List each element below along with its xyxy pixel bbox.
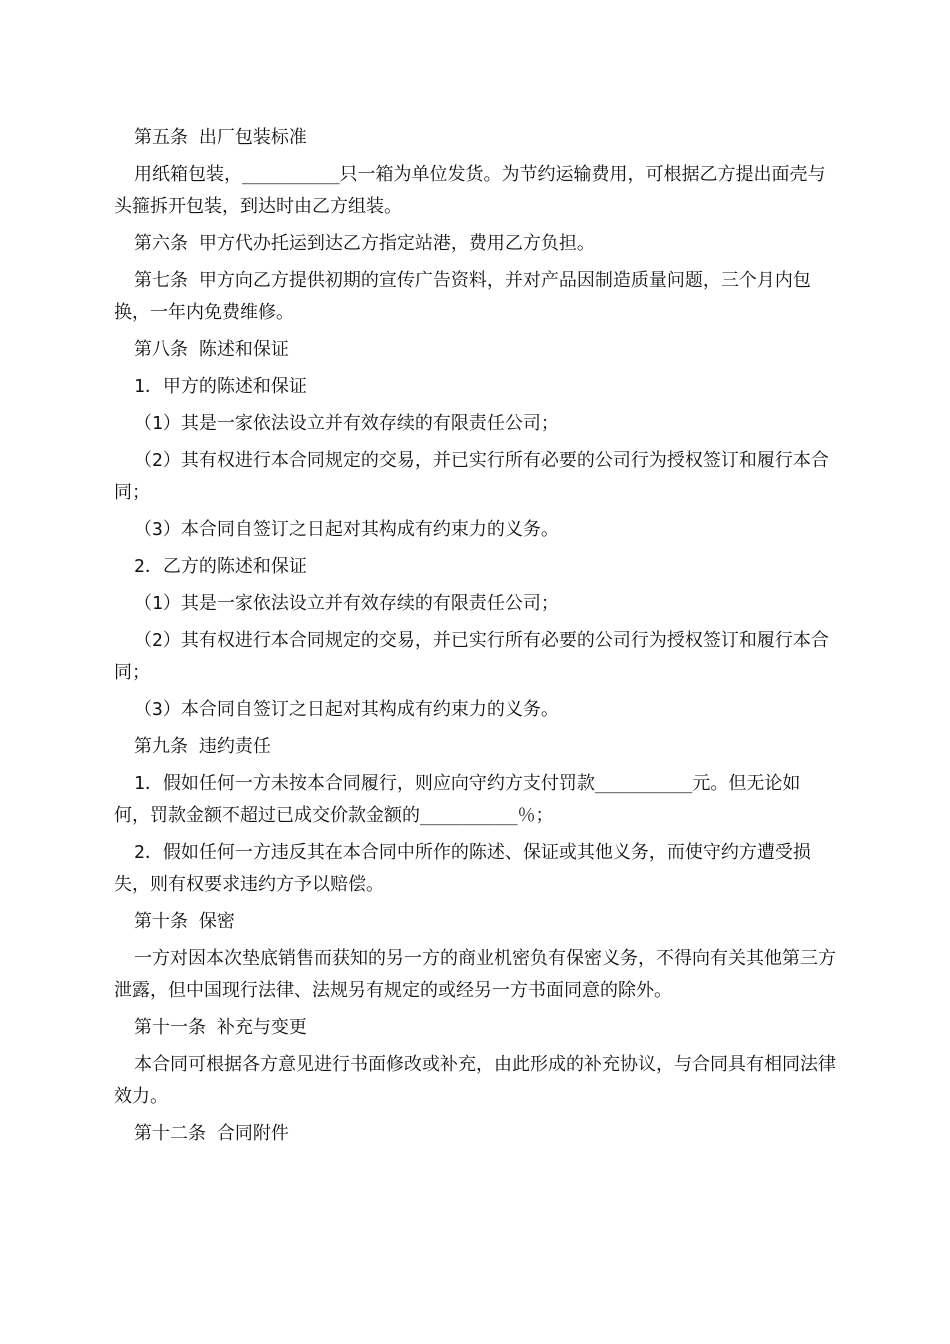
party-b-clause-3: （3）本合同自签订之日起对其构成有约束力的义务。 xyxy=(134,699,559,720)
party-b-clause-1: （1）其是一家依法设立并有效存续的有限责任公司； xyxy=(134,593,559,614)
article-11-heading: 第十一条 补充与变更 xyxy=(134,1017,307,1038)
article-11-text: 本合同可根据各方意见进行书面修改或补充，由此形成的补充协议，与合同具有相同法律效力。 xyxy=(114,1054,836,1107)
article-12-heading: 第十二条 合同附件 xyxy=(134,1123,289,1144)
article-9-clause-2: 2．假如任何一方违反其在本合同中所作的陈述、保证或其他义务，而使守约方遭受损失，则有权要求违约方予以赔偿。 xyxy=(114,842,811,895)
article-8-heading: 第八条 陈述和保证 xyxy=(134,339,289,360)
article-5-heading: 第五条 出厂包装标准 xyxy=(134,127,307,148)
party-a-clause-3: （3）本合同自签订之日起对其构成有约束力的义务。 xyxy=(134,519,559,540)
party-b-clause-2: （2）其有权进行本合同规定的交易，并已实行所有必要的公司行为授权签订和履行本合同； xyxy=(114,630,829,683)
article-5-text: 用纸箱包装，_________只一箱为单位发货。为节约运输费用，可根据乙方提出面壳与头箍拆开包装，到达时由乙方组装。 xyxy=(114,164,826,217)
article-10-heading: 第十条 保密 xyxy=(134,911,235,932)
party-b-representations-heading: 2．乙方的陈述和保证 xyxy=(134,556,307,577)
party-a-clause-2: （2）其有权进行本合同规定的交易，并已实行所有必要的公司行为授权签订和履行本合同； xyxy=(114,450,829,503)
party-a-representations-heading: 1．甲方的陈述和保证 xyxy=(134,376,307,397)
contract-body xyxy=(114,122,836,1155)
article-7-text: 第七条 甲方向乙方提供初期的宣传广告资料，并对产品因制造质量问题，三个月内包换，一年内免费维修。 xyxy=(114,270,811,323)
article-10-text: 一方对因本次垫底销售而获知的另一方的商业机密负有保密义务，不得向有关其他第三方泄露，但中国现行法律、法规另有规定的或经另一方书面同意的除外。 xyxy=(114,948,836,1001)
article-9-clause-1: 1．假如任何一方未按本合同履行，则应向守约方支付罚款_________元。但无论如何，罚款金额不超过已成交价款金额的_________％； xyxy=(114,773,801,826)
party-a-clause-1: （1）其是一家依法设立并有效存续的有限责任公司； xyxy=(134,413,559,434)
article-9-heading: 第九条 违约责任 xyxy=(134,736,271,757)
article-6-text: 第六条 甲方代办托运到达乙方指定站港，费用乙方负担。 xyxy=(134,233,595,254)
